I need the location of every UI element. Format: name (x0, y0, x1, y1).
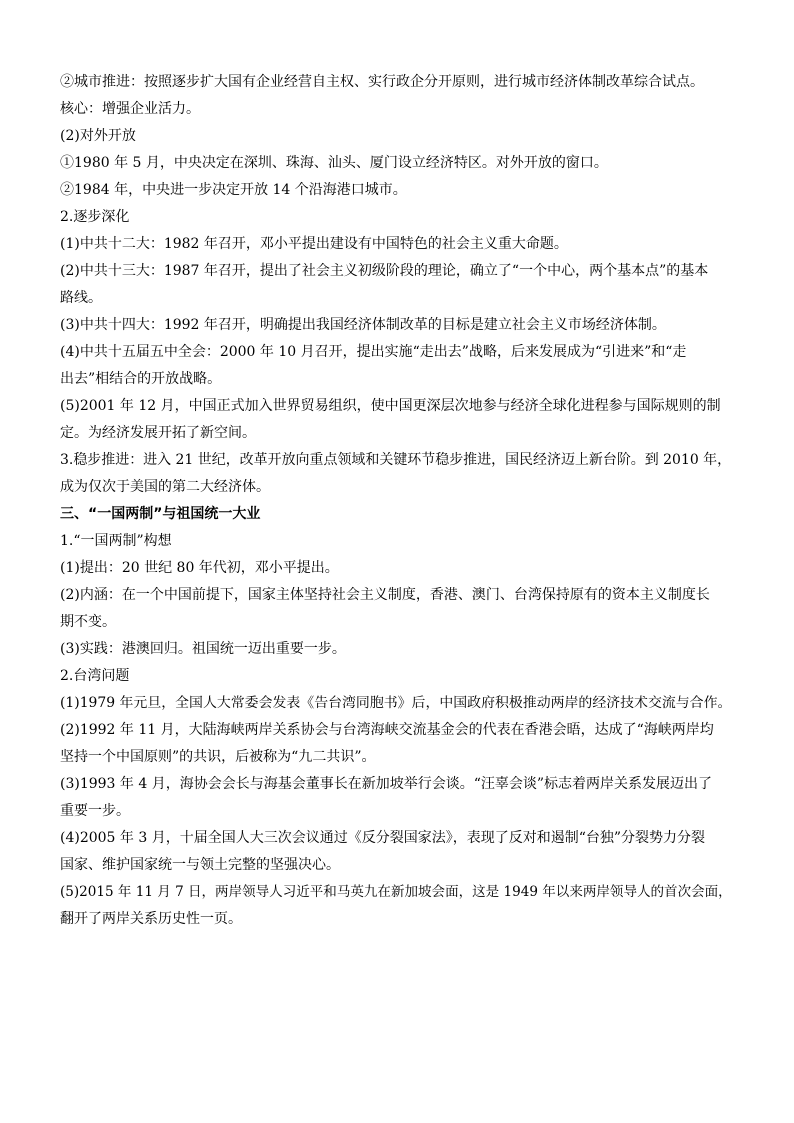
text-line: 翻开了两岸关系历史性一页。 (60, 911, 242, 927)
text-line: (1)提出：20 世纪 80 年代初，邓小平提出。 (60, 560, 339, 576)
text-line: 重要一步。 (60, 803, 130, 819)
subsection-heading: (2)对外开放 (60, 128, 136, 144)
text-line: ②1984 年，中央进一步决定开放 14 个沿海港口城市。 (60, 182, 407, 198)
text-line: (1)中共十二大：1982 年召开，邓小平提出建设有中国特色的社会主义重大命题。 (60, 236, 568, 252)
document-body (60, 70, 732, 934)
text-line: (3)1993 年 4 月，海协会会长与海基会董事长在新加坡举行会谈。“汪辜会谈”标志着两岸关系发展迈出了 (60, 776, 713, 792)
text-line: 坚持一个中国原则”的共识，后被称为“九二共识”。 (60, 749, 376, 765)
text-line: (2)内涵：在一个中国前提下，国家主体坚持社会主义制度，香港、澳门、台湾保持原有的资本主义制度长 (60, 587, 710, 603)
text-line: (2)中共十三大：1987 年召开，提出了社会主义初级阶段的理论，确立了“一个中心，两个基本点”的基本 (60, 263, 709, 279)
text-line: (1)1979 年元旦，全国人大常委会发表《告台湾同胞书》后，中国政府积极推动两岸的经济技术交流与合作。 (60, 695, 732, 711)
subsection-heading: 1.“一国两制”构想 (60, 533, 172, 549)
text-line: 3.稳步推进：进入 21 世纪，改革开放向重点领域和关键环节稳步推进，国民经济迈上新台阶。到 2010 年， (60, 452, 732, 468)
text-line: (5)2001 年 12 月，中国正式加入世界贸易组织，使中国更深层次地参与经济全球化进程参与国际规则的制 (60, 398, 721, 414)
subsection-heading: 2.逐步深化 (60, 209, 130, 225)
text-line: 国家、维护国家统一与领土完整的坚强决心。 (60, 857, 340, 873)
text-line: 出去”相结合的开放战略。 (60, 371, 222, 387)
subsection-heading: 2.台湾问题 (60, 668, 130, 684)
text-line: 成为仅次于美国的第二大经济体。 (60, 479, 270, 495)
text-line: (4)中共十五届五中全会：2000 年 10 月召开，提出实施“走出去”战略，后来发展成为“引进来”和“走 (60, 344, 687, 360)
text-line: (2)1992 年 11 月，大陆海峡两岸关系协会与台湾海峡交流基金会的代表在香港会晤，达成了“海峡两岸均 (60, 722, 714, 738)
text-line: 路线。 (60, 290, 102, 306)
text-line: 核心：增强企业活力。 (60, 101, 200, 117)
text-line: (4)2005 年 3 月，十届全国人大三次会议通过《反分裂国家法》，表现了反对和遏制“台独”分裂势力分裂 (60, 830, 706, 846)
text-line: ②城市推进：按照逐步扩大国有企业经营自主权、实行政企分开原则，进行城市经济体制改革综合试点。 (60, 74, 704, 90)
text-line: 定。为经济发展开拓了新空间。 (60, 425, 256, 441)
text-line: (5)2015 年 11 月 7 日，两岸领导人习近平和马英九在新加坡会面，这是 1949 年以来两岸领导人的首次会面， (60, 884, 732, 900)
text-line: (3)中共十四大：1992 年召开，明确提出我国经济体制改革的目标是建立社会主义市场经济体制。 (60, 317, 666, 333)
section-heading: 三、“一国两制”与祖国统一大业 (60, 506, 261, 522)
text-line: 期不变。 (60, 614, 116, 630)
text-line: ①1980 年 5 月，中央决定在深圳、珠海、汕头、厦门设立经济特区。对外开放的窗口。 (60, 155, 608, 171)
text-line: (3)实践：港澳回归。祖国统一迈出重要一步。 (60, 641, 346, 657)
